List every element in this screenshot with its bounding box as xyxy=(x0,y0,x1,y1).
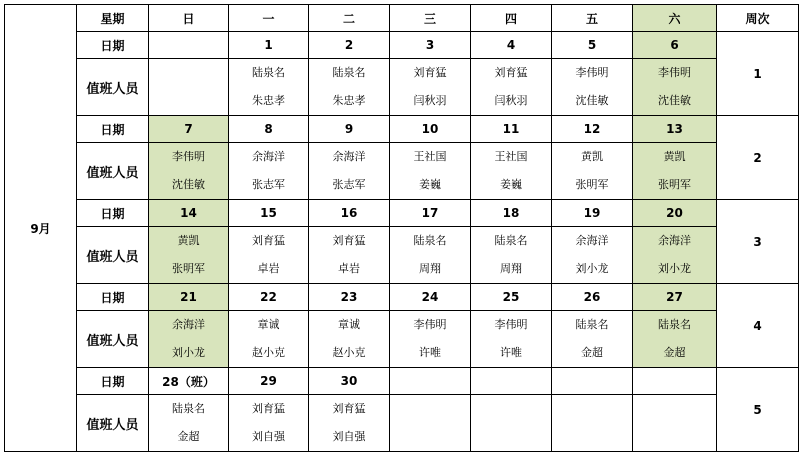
duty-person-name xyxy=(390,395,470,423)
duty-person-name: 陆泉名 xyxy=(172,402,205,415)
date-cell: 14 xyxy=(149,200,229,227)
date-cell: 30 xyxy=(309,368,390,395)
duty-person-name xyxy=(471,423,551,451)
duty-person-name: 陆泉名 xyxy=(575,318,609,331)
date-cell xyxy=(633,368,717,395)
duty-person-name xyxy=(552,395,632,423)
duty-cell xyxy=(149,227,229,284)
duty-cell xyxy=(390,59,471,116)
duty-person-name: 李伟明 xyxy=(172,150,205,163)
duty-person-name xyxy=(471,395,551,423)
duty-cell xyxy=(229,59,309,116)
date-label: 日期 xyxy=(77,368,149,395)
duty-person-name: 李伟明 xyxy=(658,66,691,79)
duty-row xyxy=(5,59,799,116)
duty-cell xyxy=(229,143,309,200)
duty-person-name xyxy=(633,395,716,423)
duty-person-name: 张志军 xyxy=(332,178,366,191)
duty-person-name: 周翔 xyxy=(419,262,441,275)
date-cell: 22 xyxy=(229,284,309,311)
duty-cell xyxy=(471,311,552,368)
duty-person-name: 刘小龙 xyxy=(575,262,609,275)
duty-person-name: 许唯 xyxy=(500,346,522,359)
duty-cell xyxy=(229,395,309,452)
duty-person-name: 卓岩 xyxy=(338,262,360,275)
duty-cell xyxy=(149,143,229,200)
duty-row xyxy=(5,143,799,200)
duty-person-name: 刘育猛 xyxy=(494,66,528,79)
duty-cell xyxy=(633,395,717,452)
duty-person-name: 黄凯 xyxy=(177,234,200,247)
date-cell: 28（班） xyxy=(149,368,229,395)
duty-cell xyxy=(229,227,309,284)
duty-person-name: 沈佳敏 xyxy=(575,94,609,107)
date-cell: 25 xyxy=(471,284,552,311)
weekday-header: 星期 xyxy=(77,5,149,32)
duty-cell xyxy=(390,395,471,452)
duty-label: 值班人员 xyxy=(77,395,149,452)
date-cell: 19 xyxy=(552,200,633,227)
date-cell: 21 xyxy=(149,284,229,311)
duty-cell xyxy=(633,143,717,200)
duty-person-name: 余海洋 xyxy=(332,150,366,163)
duty-person-name: 黄凯 xyxy=(581,150,603,163)
header-row xyxy=(5,5,799,32)
date-cell: 24 xyxy=(390,284,471,311)
duty-person-name: 姜巍 xyxy=(419,178,441,191)
week-header: 周次 xyxy=(717,5,799,32)
duty-cell xyxy=(149,311,229,368)
day-header-wed: 三 xyxy=(390,5,471,32)
date-cell: 1 xyxy=(229,32,309,59)
date-row xyxy=(5,32,799,59)
week-number: 1 xyxy=(717,32,799,116)
date-cell: 15 xyxy=(229,200,309,227)
duty-cell xyxy=(552,311,633,368)
duty-person-name: 陆泉名 xyxy=(413,234,447,247)
date-cell xyxy=(471,368,552,395)
day-header-sun: 日 xyxy=(149,5,229,32)
date-cell: 5 xyxy=(552,32,633,59)
duty-row xyxy=(5,395,799,452)
date-label: 日期 xyxy=(77,116,149,143)
duty-person-name: 沈佳敏 xyxy=(172,178,205,191)
duty-cell xyxy=(552,143,633,200)
date-cell: 6 xyxy=(633,32,717,59)
duty-person-name: 金超 xyxy=(663,346,686,359)
week-number: 2 xyxy=(717,116,799,200)
duty-cell xyxy=(229,311,309,368)
duty-person-name: 张明军 xyxy=(658,178,691,191)
duty-person-name: 余海洋 xyxy=(575,234,609,247)
date-cell xyxy=(552,368,633,395)
duty-person-name: 朱忠孝 xyxy=(252,94,285,107)
duty-person-name: 黄凯 xyxy=(663,150,686,163)
duty-person-name: 章诚 xyxy=(338,318,360,331)
duty-label: 值班人员 xyxy=(77,59,149,116)
date-cell: 17 xyxy=(390,200,471,227)
duty-person-name: 沈佳敏 xyxy=(658,94,691,107)
duty-person-name: 姜巍 xyxy=(500,178,522,191)
duty-cell xyxy=(552,395,633,452)
date-cell xyxy=(149,32,229,59)
date-label: 日期 xyxy=(77,200,149,227)
duty-person-name: 王社国 xyxy=(413,150,447,163)
duty-cell xyxy=(309,59,390,116)
duty-cell xyxy=(552,227,633,284)
date-cell: 23 xyxy=(309,284,390,311)
date-cell: 8 xyxy=(229,116,309,143)
duty-label: 值班人员 xyxy=(77,311,149,368)
duty-cell xyxy=(309,311,390,368)
date-row xyxy=(5,284,799,311)
duty-person-name: 陆泉名 xyxy=(494,234,528,247)
duty-person-name: 刘育猛 xyxy=(332,234,366,247)
duty-cell xyxy=(471,59,552,116)
date-cell: 11 xyxy=(471,116,552,143)
duty-row xyxy=(5,227,799,284)
date-cell: 16 xyxy=(309,200,390,227)
duty-person-name: 余海洋 xyxy=(172,318,205,331)
duty-person-name: 李伟明 xyxy=(413,318,447,331)
duty-person-name: 赵小克 xyxy=(332,346,366,359)
duty-cell xyxy=(149,59,229,116)
date-cell: 27 xyxy=(633,284,717,311)
duty-person-name: 刘育猛 xyxy=(252,402,285,415)
date-cell: 7 xyxy=(149,116,229,143)
week-number: 3 xyxy=(717,200,799,284)
duty-person-name: 朱忠孝 xyxy=(332,94,366,107)
duty-person-name: 陆泉名 xyxy=(252,66,285,79)
duty-cell xyxy=(390,311,471,368)
date-cell: 13 xyxy=(633,116,717,143)
day-header-sat: 六 xyxy=(633,5,717,32)
date-row xyxy=(5,200,799,227)
duty-person-name: 陆泉名 xyxy=(332,66,366,79)
duty-person-name xyxy=(149,59,228,87)
duty-cell xyxy=(471,395,552,452)
duty-cell xyxy=(633,227,717,284)
date-cell: 2 xyxy=(309,32,390,59)
duty-cell xyxy=(149,395,229,452)
day-header-fri: 五 xyxy=(552,5,633,32)
day-header-tue: 二 xyxy=(309,5,390,32)
duty-person-name: 张明军 xyxy=(575,178,609,191)
date-row xyxy=(5,116,799,143)
day-header-mon: 一 xyxy=(229,5,309,32)
month-cell: 9月 xyxy=(5,5,77,452)
duty-person-name: 余海洋 xyxy=(658,234,691,247)
duty-person-name xyxy=(390,423,470,451)
duty-cell xyxy=(309,395,390,452)
date-cell xyxy=(390,368,471,395)
duty-person-name: 刘育猛 xyxy=(332,402,366,415)
duty-cell xyxy=(309,227,390,284)
date-row xyxy=(5,368,799,395)
duty-person-name: 李伟明 xyxy=(575,66,609,79)
duty-person-name: 刘育猛 xyxy=(413,66,447,79)
duty-cell xyxy=(471,227,552,284)
duty-person-name: 刘小龙 xyxy=(172,346,205,359)
duty-person-name: 刘小龙 xyxy=(658,262,691,275)
week-number: 5 xyxy=(717,368,799,452)
duty-person-name: 余海洋 xyxy=(252,150,285,163)
duty-person-name: 章诚 xyxy=(257,318,280,331)
duty-cell xyxy=(633,311,717,368)
duty-person-name: 周翔 xyxy=(500,262,522,275)
duty-person-name: 金超 xyxy=(581,346,603,359)
duty-person-name: 许唯 xyxy=(419,346,441,359)
duty-cell xyxy=(390,227,471,284)
duty-row xyxy=(5,311,799,368)
date-label: 日期 xyxy=(77,284,149,311)
duty-person-name: 卓岩 xyxy=(257,262,280,275)
date-cell: 20 xyxy=(633,200,717,227)
duty-person-name: 闫秋羽 xyxy=(413,94,447,107)
duty-person-name: 赵小克 xyxy=(252,346,285,359)
duty-person-name xyxy=(149,87,228,115)
duty-person-name xyxy=(633,423,716,451)
duty-person-name: 张明军 xyxy=(172,262,205,275)
duty-person-name: 刘自强 xyxy=(332,430,366,443)
duty-person-name: 张志军 xyxy=(252,178,285,191)
duty-cell xyxy=(552,59,633,116)
duty-person-name xyxy=(552,423,632,451)
date-label: 日期 xyxy=(77,32,149,59)
duty-label: 值班人员 xyxy=(77,227,149,284)
date-cell: 9 xyxy=(309,116,390,143)
date-cell: 26 xyxy=(552,284,633,311)
duty-cell xyxy=(471,143,552,200)
duty-person-name: 金超 xyxy=(177,430,200,443)
duty-cell xyxy=(633,59,717,116)
date-cell: 3 xyxy=(390,32,471,59)
duty-cell xyxy=(309,143,390,200)
duty-person-name: 陆泉名 xyxy=(658,318,691,331)
duty-cell xyxy=(390,143,471,200)
date-cell: 18 xyxy=(471,200,552,227)
duty-person-name: 刘育猛 xyxy=(252,234,285,247)
date-cell: 4 xyxy=(471,32,552,59)
week-number: 4 xyxy=(717,284,799,368)
duty-person-name: 王社国 xyxy=(494,150,528,163)
day-header-thu: 四 xyxy=(471,5,552,32)
date-cell: 29 xyxy=(229,368,309,395)
date-cell: 10 xyxy=(390,116,471,143)
duty-schedule-table xyxy=(4,4,799,452)
duty-label: 值班人员 xyxy=(77,143,149,200)
duty-person-name: 李伟明 xyxy=(494,318,528,331)
duty-person-name: 闫秋羽 xyxy=(494,94,528,107)
duty-person-name: 刘自强 xyxy=(252,430,285,443)
date-cell: 12 xyxy=(552,116,633,143)
